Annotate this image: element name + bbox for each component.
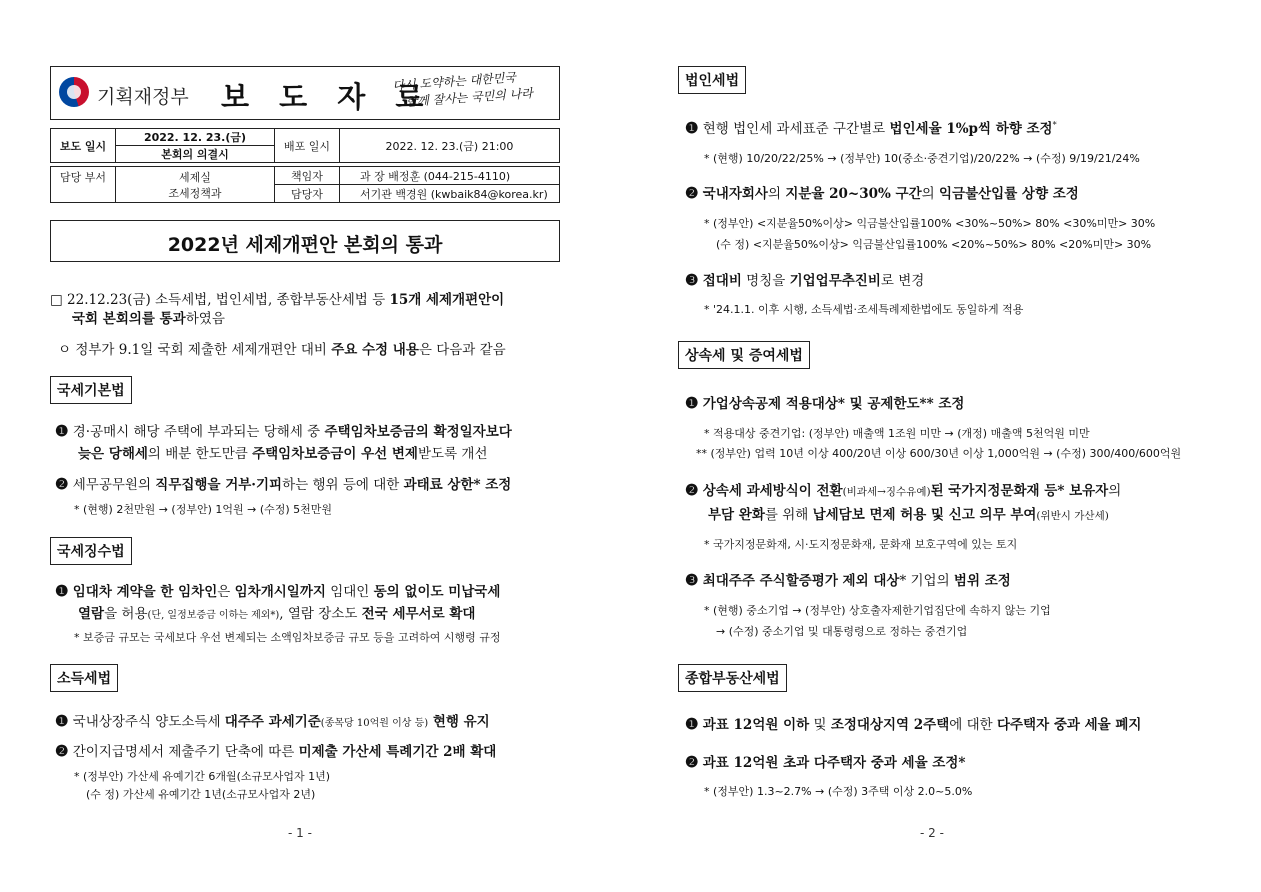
item-text: 현행 법인세 과세표준 구간별로	[702, 121, 890, 137]
dept-value	[116, 167, 275, 203]
page-number: - 2 -	[920, 826, 944, 840]
item-number: ❷	[55, 475, 69, 493]
item-paren: (단, 일정보증금 이하는 제외*)	[147, 610, 280, 621]
intro1-bold: 15개 세제개편안이	[389, 292, 505, 308]
section-heading-tax-collection-act: 국세징수법	[50, 537, 132, 565]
item-bold: 전국 세무서로 확대	[361, 606, 476, 622]
item-bold: 미제출 가산세 특례기간 2배 확대	[298, 744, 497, 760]
intro2-text: ㅇ 정부가 9.1일 국회 제출한 세제개편안 대비	[58, 342, 332, 358]
corp-item-1: ❶ 현행 법인세 과세표준 구간별로 법인세율 1%p씩 하향 조정*	[685, 119, 1057, 137]
item-bold: 과태료 상한* 조정	[403, 477, 512, 493]
dept-label: 담당 부서	[51, 167, 116, 203]
item-bold: 주택임차보증금의 확정일자보다	[324, 424, 512, 440]
page-2	[630, 0, 1260, 892]
item-text: 의	[921, 186, 939, 202]
item-text: 간이지급명세서 제출주기 단축에 따른	[72, 744, 299, 760]
item-number: ❸	[685, 571, 699, 589]
item-text: 를 위해	[764, 507, 813, 523]
item-number: ❷	[685, 481, 699, 499]
intro1-text-2: 하였음	[185, 311, 225, 327]
inherit-note-3: * 국가지정문화재, 시·도지정문화재, 문화재 보호구역에 있는 토지	[704, 538, 1018, 551]
item-bold: 부담 완화	[708, 507, 765, 523]
intro1-text: □ 22.12.23(금) 소득세법, 법인세법, 종합부동산세법 등	[50, 292, 390, 308]
item-bold: 익금불산입률 상향 조정	[938, 186, 1079, 202]
item-text: 하는 행위 등에 대한	[282, 477, 404, 493]
item-number: ❷	[685, 753, 699, 771]
item-number: ❶	[685, 119, 699, 137]
press-release-header	[50, 66, 560, 120]
item-text: 의	[767, 186, 786, 202]
corp-note-3: (수 정) <지분율50%이상> 익금불산입률100% <20%~50%> 80% <20%미만> 30%	[716, 238, 1152, 251]
ministry-name: 기획재정부	[97, 86, 189, 108]
item-text: 및	[809, 717, 831, 733]
item-bold: 국내자회사	[702, 186, 768, 202]
item-bold: 된 국가지정문화재 등	[930, 483, 1058, 499]
item-bold: 범위 조정	[953, 573, 1011, 589]
item-text: 의	[936, 573, 954, 589]
collection-note: * 보증금 규모는 국세보다 우선 변제되는 소액임차보증금 규모 등을 고려하여 시행령 규정	[74, 631, 501, 644]
item-bold: 가업상속공제 적용대상* 및 공제한도** 조정	[702, 396, 965, 412]
item-text: 을 허용	[104, 606, 148, 622]
staff-value: 서기관 백경원 (kwbaik84@korea.kr)	[340, 185, 560, 203]
item-bold: 과표 12억원 초과 다주택자 중과 세율 조정*	[702, 755, 966, 771]
item-text: * 기업	[899, 573, 937, 589]
item-number: ❶	[55, 582, 69, 600]
corp-note-4: * '24.1.1. 이후 시행, 소득세법·조세특례제한법에도 동일하게 적용	[704, 303, 1024, 316]
item-text: 경·공매시 해당 주택에 부과되는 당해세 중	[72, 424, 325, 440]
realestate-note: * (정부안) 1.3~2.7% → (수정) 3주택 이상 2.0~5.0%	[704, 785, 973, 798]
page-number: - 1 -	[288, 826, 312, 840]
section-heading-basic-tax-act: 국세기본법	[50, 376, 132, 404]
item-bold: 대주주 과세기준	[224, 714, 321, 730]
document-title-box	[50, 220, 560, 262]
item-paren: (위반시 가산세)	[1036, 510, 1109, 522]
item-bold: 과표 12억원 이하	[702, 717, 810, 733]
item-bold: 지분율 20~30% 구간	[785, 186, 922, 202]
item-number: ❷	[55, 742, 69, 760]
intro-paragraph-1-cont	[72, 307, 225, 327]
item-text: 로 변경	[880, 273, 925, 289]
item-bold: 임대차 계약을 한 임차인	[72, 584, 218, 600]
item-bold: 동의 없이도 미납국세	[373, 584, 501, 600]
intro-paragraph-1	[50, 288, 504, 308]
distribution-value: 2022. 12. 23.(금) 21:00	[340, 129, 560, 163]
item-paren: (종목당 10억원 이상 등)	[320, 718, 429, 729]
item-bold: 다주택자 중과 세율 폐지	[996, 717, 1142, 733]
item-number: ❷	[685, 184, 699, 202]
item-number: ❶	[685, 394, 699, 412]
inherit-note-5: → (수정) 중소기업 및 대통령령으로 정하는 중견기업	[716, 625, 968, 638]
release-info-table	[50, 128, 560, 163]
dept-value-2: 조세정책과	[168, 186, 222, 200]
income-note-2: (수 정) 가산세 유예기간 1년(소규모사업자 2년)	[86, 788, 316, 801]
contact-info-table	[50, 166, 560, 203]
item-bold: 늦은 당해세	[78, 446, 148, 462]
inherit-note-1: * 적용대상 중견기업: (정부안) 매출액 1조원 미만 → (개정) 매출액 5천억원 미만	[704, 427, 1090, 440]
item-bold: 최대주주 주식할증평가 제외 대상	[702, 573, 900, 589]
intro1-bold-2: 국회 본회의를 통과	[72, 311, 186, 327]
item-bold: * 보유자	[1057, 483, 1109, 499]
item-bold: 조정대상지역 2주택	[830, 717, 950, 733]
document-title: 2022년 세제개편안 본회의 통과	[167, 234, 443, 256]
page-1	[0, 0, 630, 892]
item-bold: 기업업무추진비	[789, 273, 881, 289]
slogan-line-1: 다시 도약하는 대한민국	[392, 70, 517, 93]
item-bold: 법인세율 1%p씩 하향 조정	[889, 121, 1053, 137]
item-bold: 현행 유지	[428, 714, 490, 730]
intro-paragraph-2	[58, 338, 506, 358]
inherit-note-2: ** (정부안) 업력 10년 이상 400/20년 이상 600/30년 이상 1,000억원 → (수정) 300/400/600억원	[696, 447, 1182, 460]
collection-item-1-cont	[78, 602, 475, 622]
income-note-1: * (정부안) 가산세 유예기간 6개월(소규모사업자 1년)	[74, 770, 331, 783]
section-heading-inheritance-gift-tax-act: 상속세 및 증여세법	[678, 341, 810, 369]
distribution-label: 배포 일시	[275, 129, 340, 163]
item-number: ❶	[55, 422, 69, 440]
realestate-item-2	[685, 751, 965, 771]
item-text: , 열람 장소도	[279, 606, 362, 622]
inherit-item-2	[685, 479, 1121, 499]
section-heading-corporate-tax-act: 법인세법	[678, 66, 746, 94]
release-value-2: 본회의 의결시	[116, 146, 275, 163]
release-label: 보도 일시	[51, 129, 116, 163]
basic-tax-item-1-cont	[78, 442, 487, 462]
item-text: 은	[217, 584, 235, 600]
inherit-item-2-cont	[708, 503, 1109, 523]
item-bold: 접대비	[702, 273, 742, 289]
corp-note-1: * (현행) 10/20/22/25% → (정부안) 10(중소·중견기업)/20/22% → (수정) 9/19/21/24%	[704, 152, 1140, 165]
basic-tax-item-1	[55, 420, 512, 440]
item-text: 의 배분 한도만큼	[147, 446, 253, 462]
slogan-line-2: 함께 잘사는 국민의 나라	[405, 86, 534, 109]
item-text: 받도록 개선	[417, 446, 488, 462]
inherit-item-1	[685, 392, 964, 412]
government-emblem-icon	[59, 77, 89, 107]
income-item-2	[55, 740, 496, 760]
basic-tax-item-2	[55, 473, 511, 493]
item-text: 국내상장주식 양도소득세	[72, 714, 225, 730]
section-heading-comprehensive-real-estate-tax-act: 종합부동산세법	[678, 664, 787, 692]
intro2-bold: 주요 수정 내용	[331, 342, 419, 358]
corp-item-2	[685, 182, 1079, 202]
intro2-text-2: 은 다음과 같음	[418, 342, 506, 358]
item-bold: 주택임차보증금이 우선 변제	[252, 446, 418, 462]
item-bold: 직무집행을 거부·기피	[155, 477, 283, 493]
manager-label: 책임자	[275, 167, 340, 185]
corp-item-3	[685, 269, 924, 289]
basic-tax-note: * (현행) 2천만원 → (정부안) 1억원 → (수정) 5천만원	[74, 503, 333, 516]
manager-value: 과 장 배정훈 (044-215-4110)	[340, 167, 560, 185]
item-bold: 임차개시일까지	[234, 584, 326, 600]
item-number: ❸	[685, 271, 699, 289]
dept-value-1: 세제실	[179, 170, 211, 184]
item-text: 에 대한	[949, 717, 997, 733]
collection-item-1	[55, 580, 500, 600]
realestate-item-1	[685, 713, 1141, 733]
inherit-note-4: * (현행) 중소기업 → (정부안) 상호출자제한기업집단에 속하지 않는 기업	[704, 604, 1051, 617]
corp-note-2: * (정부안) <지분율50%이상> 익금불산입률100% <30%~50%> 80% <30%미만> 30%	[704, 217, 1156, 230]
item-bold: 상속세 과세방식이 전환	[702, 483, 843, 499]
release-value-1: 2022. 12. 23.(금)	[116, 129, 275, 146]
inherit-item-3	[685, 569, 1011, 589]
press-release-label: 보 도 자 료	[221, 80, 434, 114]
staff-label: 담당자	[275, 185, 340, 203]
item-bold: 납세담보 면제 허용 및 신고 의무 부여	[812, 507, 1037, 523]
item-number: ❶	[685, 715, 699, 733]
income-item-1	[55, 710, 490, 730]
item-text: 세무공무원의	[72, 477, 156, 493]
item-number: ❶	[55, 712, 69, 730]
item-paren: (비과세→징수유예)	[842, 486, 931, 498]
item-text: 임대인	[325, 584, 374, 600]
item-bold: 열람	[78, 606, 105, 622]
section-heading-income-tax-act: 소득세법	[50, 664, 118, 692]
item-text: 명칭을	[741, 273, 790, 289]
item-text: 의	[1108, 483, 1122, 499]
